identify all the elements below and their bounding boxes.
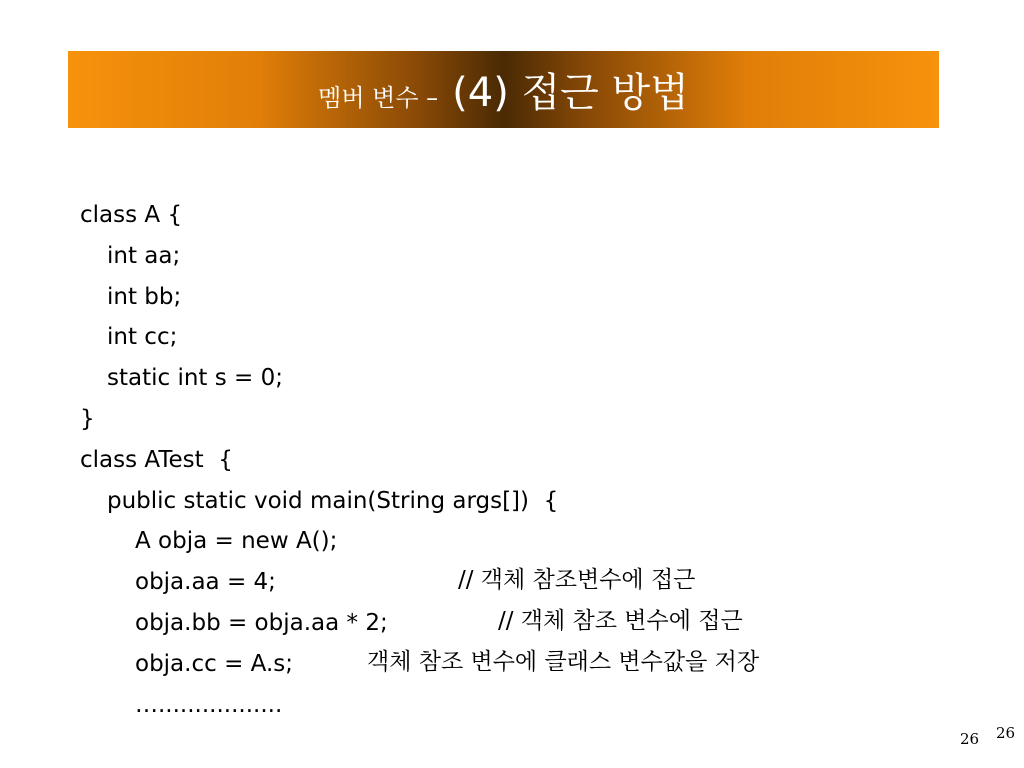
code-line: class A { — [80, 202, 183, 228]
code-line: A obja = new A(); — [135, 528, 338, 555]
code-line: class ATest { — [80, 446, 233, 473]
slide-title — [318, 61, 689, 118]
code-line: obja.cc = A.s; — [135, 650, 294, 677]
code-line: obja.aa = 4; — [135, 569, 276, 596]
code-comment: 객체 참조 변수에 클래스 변수값을 저장 — [367, 649, 760, 675]
page-number: 26 — [960, 730, 980, 748]
page-number: 26 — [996, 724, 1016, 742]
title-bar — [68, 51, 939, 128]
code-line: public static void main(String args[]) { — [107, 487, 559, 514]
code-line: int bb; — [107, 283, 182, 310]
code-line: int cc; — [107, 324, 178, 351]
code-line: obja.bb = obja.aa * 2; — [135, 609, 388, 636]
title-prefix: 멤버 변수 – — [318, 84, 439, 112]
code-line: } — [80, 405, 95, 432]
code-comment: // 객체 참조 변수에 접근 — [498, 608, 743, 634]
code-comment: // 객체 참조변수에 접근 — [458, 567, 696, 593]
code-line: static int s = 0; — [107, 365, 284, 392]
title-main: (4) 접근 방법 — [452, 70, 689, 116]
code-line: …................. — [135, 691, 283, 718]
code-line: int aa; — [107, 242, 181, 269]
